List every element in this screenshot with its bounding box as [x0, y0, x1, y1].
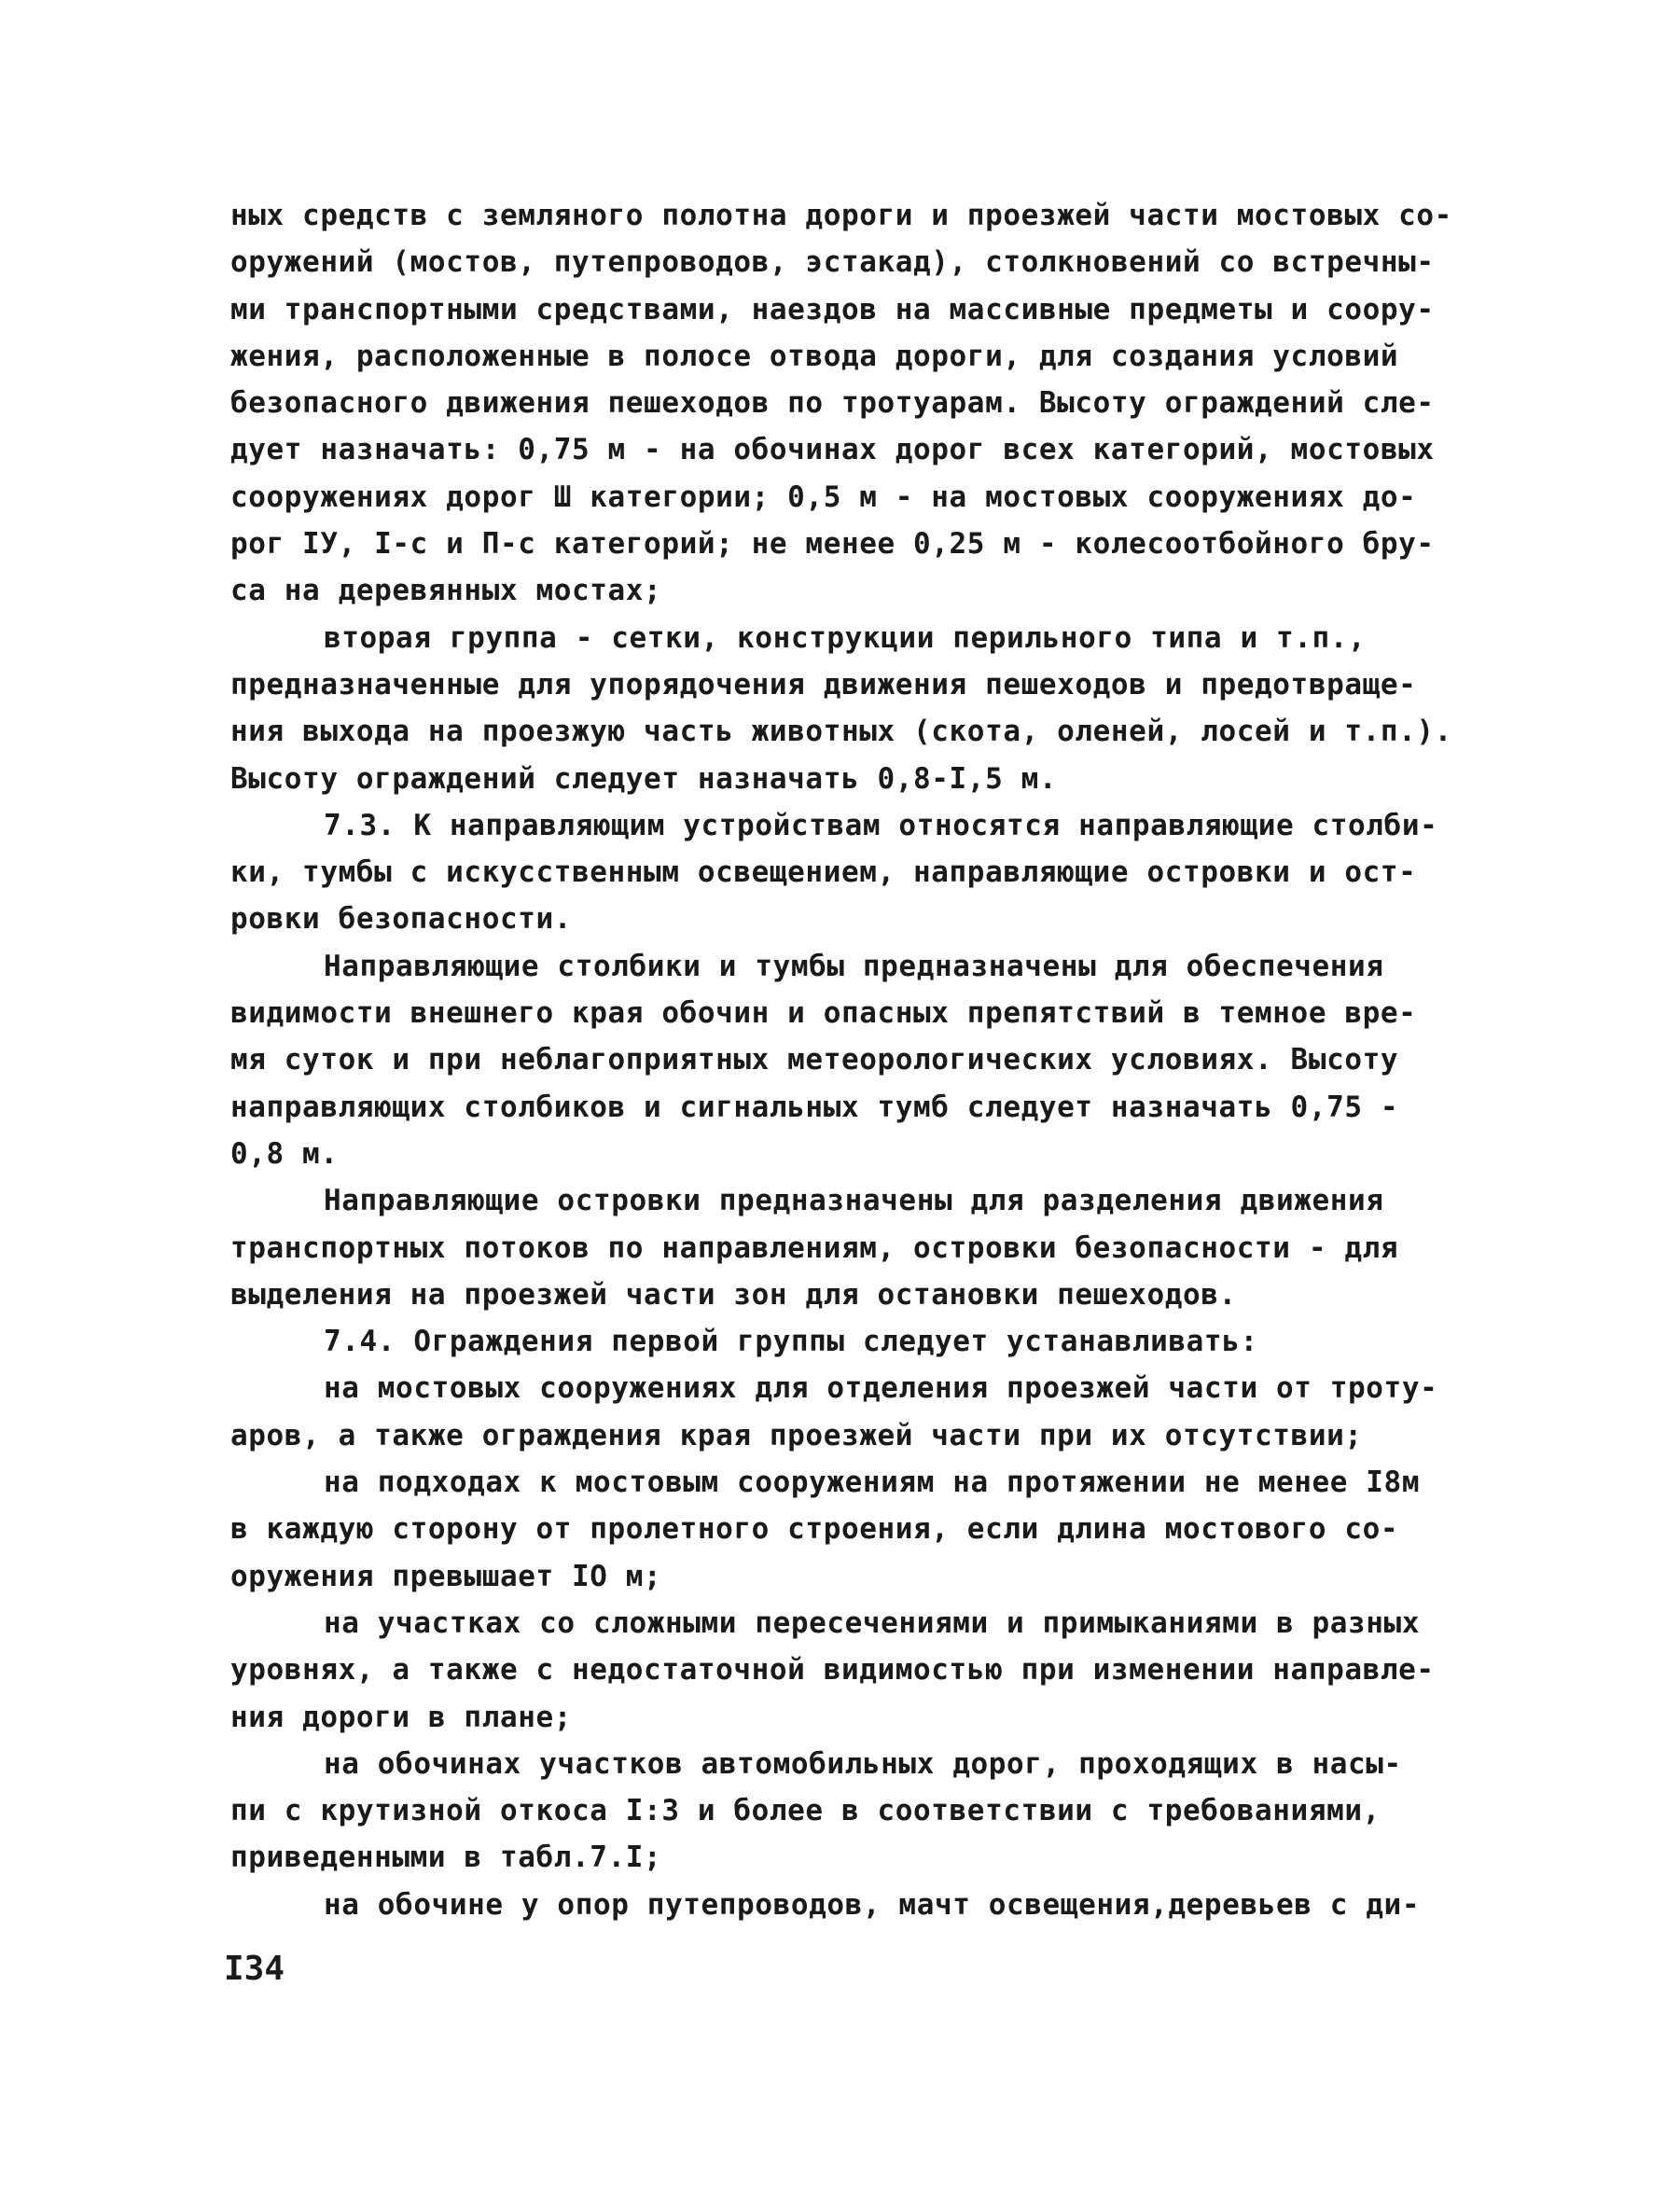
- text-line: 7.3. К направляющим устройствам относятся направляющие столби-: [324, 808, 1438, 842]
- text-line: вторая группа - сетки, конструкции перильного типа и т.п.,: [324, 620, 1367, 655]
- text-line: ных средств с земляного полотна дороги и проезжей части мостовых со-: [230, 199, 1452, 232]
- text-line: ми транспортными средствами, наездов на массивные предметы и соору-: [230, 292, 1435, 326]
- text-line: в каждую сторону от пролетного строения, если длина мостового со-: [230, 1512, 1399, 1547]
- text-line: на обочине у опор путепроводов, мачт освещения,деревьев с ди-: [324, 1887, 1421, 1922]
- text-line: оружений (мостов, путепроводов, эстакад), столкновений со встречны-: [230, 245, 1435, 280]
- text-line: дует назначать: 0,75 м - на обочинах дорог всех категорий, мостовых: [230, 433, 1435, 467]
- text-line: направляющих столбиков и сигнальных тумб следует назначать 0,75 -: [230, 1090, 1399, 1124]
- text-line: уровнях, а также с недостаточной видимостью при изменении направле-: [230, 1653, 1435, 1688]
- text-line: на подходах к мостовым сооружениям на протяжении не менее I8м: [324, 1466, 1421, 1500]
- text-line: оружения превышает IO м;: [230, 1559, 662, 1593]
- text-line: видимости внешнего края обочин и опасных препятствий в темное вре-: [230, 996, 1417, 1031]
- text-line: на мостовых сооружениях для отделения проезжей части от троту-: [324, 1371, 1438, 1406]
- text-line: Направляющие столбики и тумбы предназначены для обеспечения: [324, 949, 1384, 983]
- text-line: приведенными в табл.7.I;: [230, 1841, 662, 1875]
- text-line: выделения на проезжей части зон для остановки пешеходов.: [230, 1277, 1237, 1312]
- text-line: жения, расположенные в полосе отвода дороги, для создания условий: [230, 339, 1399, 373]
- text-line: предназначенные для упорядочения движения пешеходов и предотвраще-: [230, 667, 1417, 702]
- text-line: пи с крутизной откоса I:3 и более в соответствии с требованиями,: [230, 1794, 1381, 1828]
- text-line: ния дороги в плане;: [230, 1700, 573, 1734]
- text-line: транспортных потоков по направлениям, островки безопасности - для: [230, 1230, 1399, 1265]
- text-line: рог IУ, I-с и П-с категорий; не менее 0,25 м - колесоотбойного бру-: [230, 527, 1435, 562]
- page-number: I34: [224, 1950, 285, 1988]
- text-line: на участках со сложными пересечениями и примыканиями в разных: [324, 1605, 1421, 1640]
- text-line: на обочинах участков автомобильных дорог, проходящих в насы-: [324, 1746, 1402, 1781]
- text-line: 7.4. Ограждения первой группы следует устанавливать:: [324, 1325, 1258, 1359]
- text-line: ровки безопасности.: [230, 902, 573, 937]
- text-line: мя суток и при неблагоприятных метеорологических условиях. Высоту: [230, 1043, 1399, 1077]
- text-line: Высоту ограждений следует назначать 0,8-I,5 м.: [230, 761, 1058, 796]
- text-line: са на деревянных мостах;: [230, 574, 662, 608]
- text-line: ки, тумбы с искусственным освещением, направляющие островки и ост-: [230, 855, 1417, 890]
- text-line: сооружениях дорог Ш категории; 0,5 м - на мостовых сооружениях до-: [230, 479, 1417, 514]
- text-line: аров, а также ограждения края проезжей части при их отсутствии;: [230, 1418, 1363, 1452]
- text-line: ния выхода на проезжую часть животных (скота, оленей, лосей и т.п.).: [230, 715, 1452, 749]
- text-line: Направляющие островки предназначены для разделения движения: [324, 1184, 1384, 1218]
- text-line: безопасного движения пешеходов по тротуарам. Высоту ограждений сле-: [230, 386, 1435, 421]
- text-line: 0,8 м.: [230, 1136, 339, 1171]
- body-text: [230, 192, 1536, 1928]
